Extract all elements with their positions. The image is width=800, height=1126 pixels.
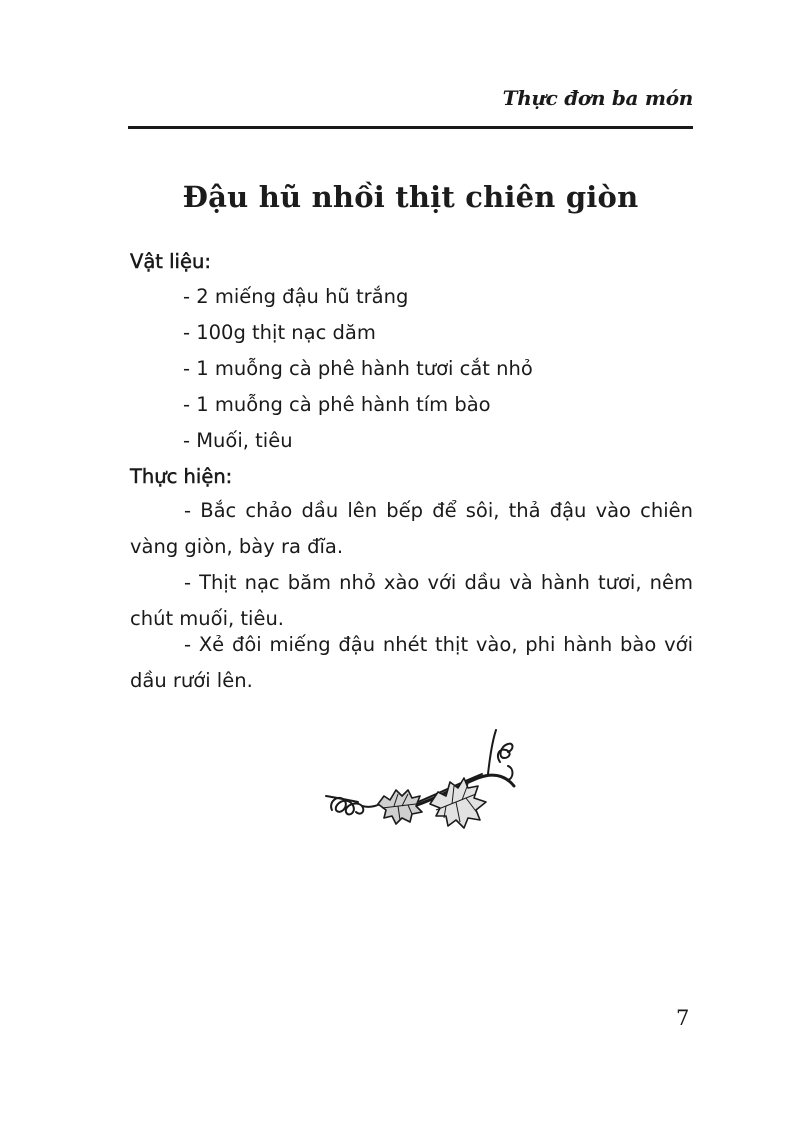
step-paragraph: - Thịt nạc băm nhỏ xào với dầu và hành tươi, nêm chút muối, tiêu.: [130, 571, 693, 630]
ingredient-item: - 2 miếng đậu hũ trắng: [183, 285, 409, 308]
ingredient-item: - Muối, tiêu: [183, 429, 293, 452]
ingredient-item: - 1 muỗng cà phê hành tím bào: [183, 393, 491, 416]
page-number: 7: [676, 1006, 690, 1030]
ingredient-item: - 100g thịt nạc dăm: [183, 321, 376, 344]
steps-label: Thực hiện:: [130, 465, 233, 488]
header-rule: [128, 126, 693, 129]
ingredient-item: - 1 muỗng cà phê hành tươi cắt nhỏ: [183, 357, 533, 380]
step-paragraph: - Xẻ đôi miếng đậu nhét thịt vào, phi hành bào với dầu rưới lên.: [130, 633, 693, 692]
ingredients-label: Vật liệu:: [130, 250, 211, 273]
step-paragraph: - Bắc chảo dầu lên bếp để sôi, thả đậu vào chiên vàng giòn, bày ra đĩa.: [130, 499, 693, 558]
recipe-title: Đậu hũ nhồi thịt chiên giòn: [182, 180, 639, 214]
vine-leaves-ornament-icon: [318, 726, 528, 836]
running-header: Thực đơn ba món: [502, 86, 693, 110]
